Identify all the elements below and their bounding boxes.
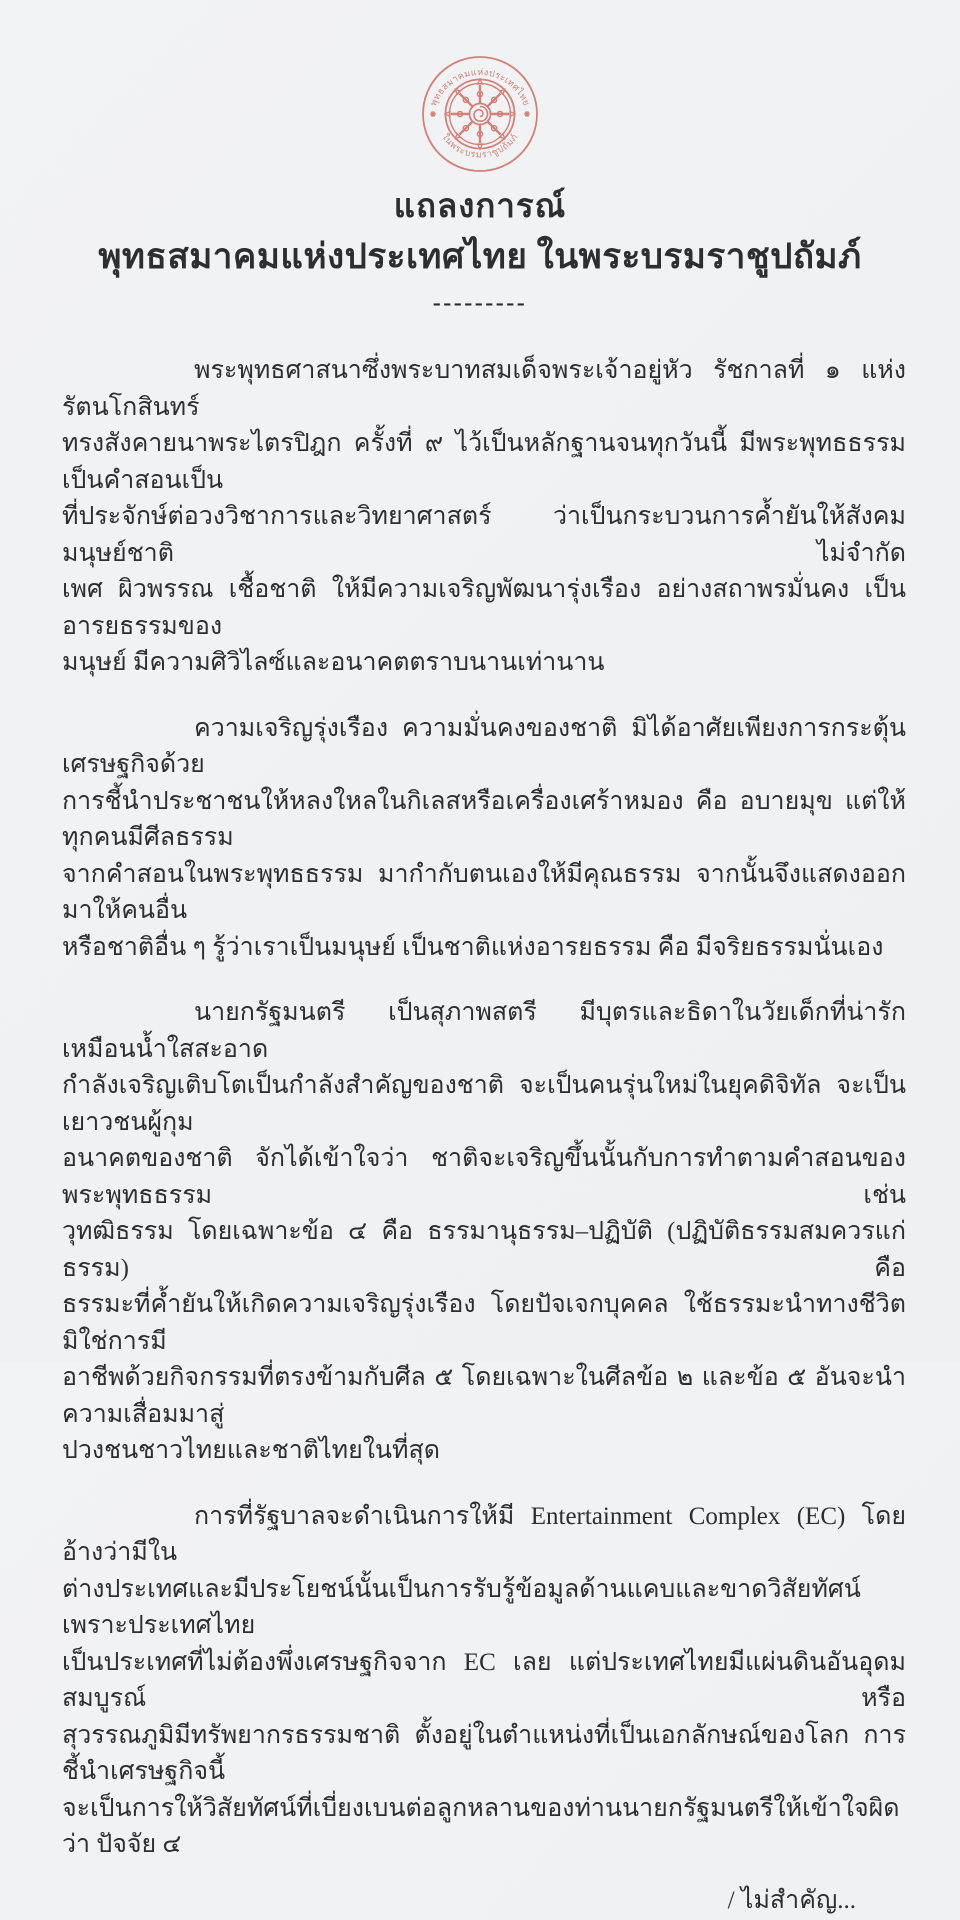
title-block xyxy=(0,186,960,317)
seal-bottom-text: ในพระบรมราชูปถัมภ์ xyxy=(440,131,520,160)
paragraph-line: ต่างประเทศและมีประโยชน์นั้นเป็นการรับรู้ข้อมูลด้านแคบและขาดวิสัยทัศน์ เพราะประเทศไทย xyxy=(62,1575,861,1640)
paragraph-line: สุวรรณภูมิมีทรัพยากรธรรมชาติ ตั้งอยู่ในตำแหน่งที่เป็นเอกลักษณ์ของโลก การชี้นำเศรษฐกิจนี้ xyxy=(62,1721,906,1786)
paragraph-line: ความเจริญรุ่งเรือง ความมั่นคงของชาติ มิได้อาศัยเพียงการกระตุ้นเศรษฐกิจด้วย xyxy=(62,714,906,779)
paragraph xyxy=(62,353,906,682)
paragraph-line: เป็นประเทศที่ไม่ต้องพึ่งเศรษฐกิจจาก EC เลย แต่ประเทศไทยมีแผ่นดินอันอุดมสมบูรณ์ หรือ xyxy=(62,1648,906,1713)
seal-container xyxy=(0,0,960,174)
continuation-mark: / ไม่สำคัญ... xyxy=(727,1886,856,1914)
paragraph-line: จะเป็นการให้วิสัยทัศน์ที่เบี่ยงเบนต่อลูกหลานของท่านนายกรัฐมนตรีให้เข้าใจผิดว่า ปัจจัย ๔ xyxy=(62,1794,900,1859)
paragraph-line: นายกรัฐมนตรี เป็นสุภาพสตรี มีบุตรและธิดาในวัยเด็กที่น่ารักเหมือนน้ำใสสะอาด xyxy=(62,999,906,1063)
document-body xyxy=(62,353,906,1864)
paragraph-line: ทรงสังคายนาพระไตรปิฎก ครั้งที่ ๙ ไว้เป็นหลักฐานจนทุกวันนี้ มีพระพุทธธรรมเป็นคำสอนเป็น xyxy=(62,430,906,494)
paragraph-line: การชี้นำประชาชนให้หลงใหลในกิเลสหรือเครื่องเศร้าหมอง คือ อบายมุข แต่ให้ทุกคนมีศีลธรรม xyxy=(62,787,906,852)
paragraph xyxy=(62,711,906,967)
paragraph-line: พระพุทธศาสนาซึ่งพระบาทสมเด็จพระเจ้าอยู่หัว รัชกาลที่ ๑ แห่งรัตนโกสินทร์ xyxy=(62,357,906,421)
paragraph-line: กำลังเจริญเติบโตเป็นกำลังสำคัญของชาติ จะเป็นคนรุ่นใหม่ในยุคดิจิทัล จะเป็นเยาวชนผู้กุม xyxy=(62,1072,906,1136)
paragraph-line: หรือชาติอื่น ๆ รู้ว่าเราเป็นมนุษย์ เป็นชาติแห่งอารยธรรม คือ มีจริยธรรมนั่นเอง xyxy=(62,933,884,961)
paragraph-line: มนุษย์ มีความศิวิไลซ์และอนาคตตราบนานเท่านาน xyxy=(62,649,605,677)
page-title: แถลงการณ์ xyxy=(393,189,567,225)
seal-top-text: พุทธสมาคมแห่งประเทศไทย xyxy=(428,66,532,108)
paragraph-line: อาชีพด้วยกิจกรรมที่ตรงข้ามกับศีล ๕ โดยเฉพาะในศีลข้อ ๒ และข้อ ๕ อันจะนำความเสื่อมมาสู่ xyxy=(62,1364,906,1428)
dashed-divider: --------- xyxy=(432,290,528,317)
paragraph-line: ที่ประจักษ์ต่อวงวิชาการและวิทยาศาสตร์ ว่าเป็นกระบวนการค้ำยันให้สังคมมนุษย์ชาติ ไม่จำกัด xyxy=(62,503,906,567)
paragraph xyxy=(62,995,906,1470)
page-subtitle: พุทธสมาคมแห่งประเทศไทย ในพระบรมราชูปถัมภ์ xyxy=(98,236,862,276)
paragraph-line: การที่รัฐบาลจะดำเนินการให้มี Entertainment Complex (EC) โดยอ้างว่ามีใน xyxy=(62,1502,906,1567)
paragraph-line: อนาคตของชาติ จักได้เข้าใจว่า ชาติจะเจริญขึ้นนั้นกับการทำตามคำสอนของพระพุทธธรรม เช่น xyxy=(62,1145,906,1209)
paragraph xyxy=(62,1499,906,1864)
paragraph-line: เพศ ผิวพรรณ เชื้อชาติ ให้มีความเจริญพัฒนารุ่งเรือง อย่างสถาพรมั่นคง เป็นอารยธรรมของ xyxy=(62,576,906,640)
paragraph-line: ธรรมะที่ค้ำยันให้เกิดความเจริญรุ่งเรือง โดยปัจเจกบุคคล ใช้ธรรมะนำทางชีวิต มิใช่การมี xyxy=(62,1291,906,1355)
paragraph-line: วุทฒิธรรม โดยเฉพาะข้อ ๔ คือ ธรรมานุธรรม–ปฏิบัติ (ปฏิบัติธรรมสมควรแก่ธรรม) คือ xyxy=(62,1218,906,1282)
paragraph-line: จากคำสอนในพระพุทธธรรม มากำกับตนเองให้มีคุณธรรม จากนั้นจึงแสดงออกมาให้คนอื่น xyxy=(62,860,906,925)
paragraph-line: ปวงชนชาวไทยและชาติไทยในที่สุด xyxy=(62,1437,440,1465)
dharma-wheel-seal-icon xyxy=(420,54,540,174)
